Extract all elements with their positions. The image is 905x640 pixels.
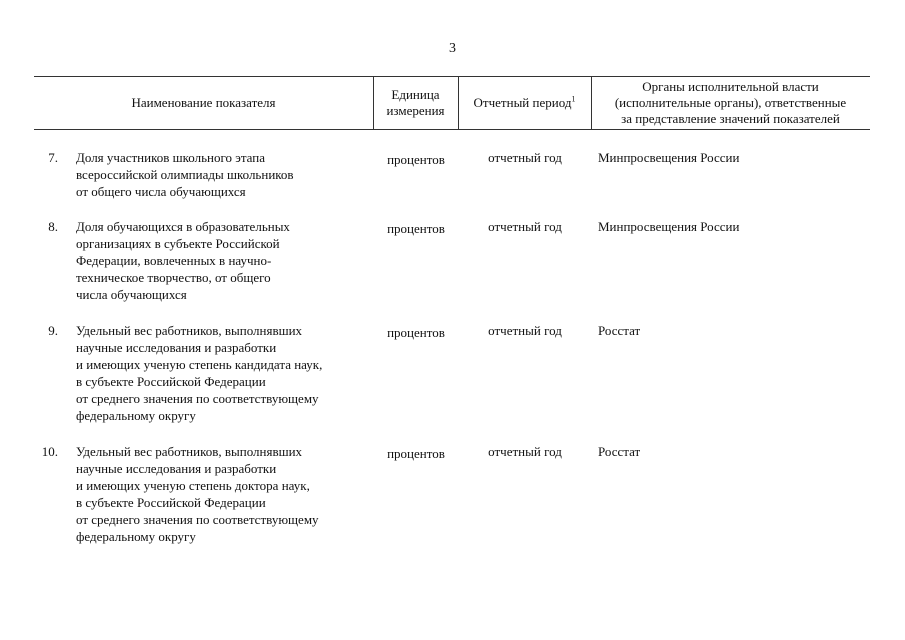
header-responsible-org (591, 76, 870, 129)
responsible-org: Минпросвещения России (598, 150, 740, 165)
row-number: 7. (48, 150, 58, 165)
row-number: 9. (48, 323, 58, 338)
header-unit (373, 76, 458, 129)
header-period (458, 76, 591, 129)
header-org-line1: Органы исполнительной власти (642, 78, 819, 94)
header-period-footnote: 1 (571, 94, 576, 104)
header-period-text: Отчетный период (473, 94, 572, 110)
page-number: 3 (449, 41, 456, 56)
unit-of-measure: процентов (387, 446, 445, 461)
header-unit-line2: измерения (386, 102, 445, 118)
header-org-line3: за представление значений показателей (621, 110, 840, 126)
header-indicator-name-text: Наименование показателя (131, 94, 276, 110)
responsible-org: Росстат (598, 323, 641, 338)
header-unit-line1: Единица (391, 86, 440, 102)
unit-of-measure: процентов (387, 221, 445, 236)
indicator-name: Удельный вес работников, выполнявших научные исследования и разработки и имеющих ученую степень доктора наук, в субъекте Российской Федерации от среднего значения по соответствующему федеральному округу (76, 444, 319, 544)
row-number: 10. (41, 444, 58, 459)
row-number: 8. (48, 219, 58, 234)
header-org-line2: (исполнительные органы), ответственные (614, 94, 847, 110)
header-indicator-name (34, 76, 373, 129)
responsible-org: Росстат (598, 444, 641, 459)
reporting-period: отчетный год (488, 444, 562, 459)
reporting-period: отчетный год (488, 219, 562, 234)
unit-of-measure: процентов (387, 152, 445, 167)
unit-of-measure: процентов (387, 325, 445, 340)
reporting-period: отчетный год (488, 323, 562, 338)
indicator-name: Доля обучающихся в образовательных организациях в субъекте Российской Федерации, вовлеченных в научно- техническое творчество, от общего числа обучающихся (76, 219, 290, 302)
indicator-name: Удельный вес работников, выполнявших научные исследования и разработки и имеющих ученую степень кандидата наук, в субъекте Российской Федерации от среднего значения по соответствующему федеральному округу (76, 323, 323, 423)
reporting-period: отчетный год (488, 150, 562, 165)
responsible-org: Минпросвещения России (598, 219, 740, 234)
table-header-bottom-rule (34, 129, 870, 130)
indicator-name: Доля участников школьного этапа всероссийской олимпиады школьников от общего числа обучающихся (76, 150, 294, 199)
